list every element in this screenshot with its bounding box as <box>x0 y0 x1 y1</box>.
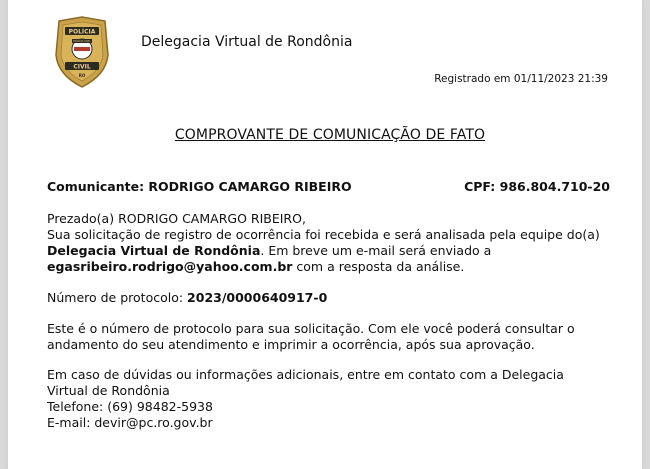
contact-intro: Em caso de dúvidas ou informações adicionais, entre em contato com a Delegacia Virtual de Rondônia <box>47 367 564 398</box>
greeting-text: Prezado(a) RODRIGO CAMARGO RIBEIRO, <box>47 211 306 226</box>
document-page <box>8 0 642 469</box>
message-text-a: Sua solicitação de registro de ocorrência foi recebida e será analisada pela equipe do(a) <box>47 227 600 242</box>
message-text-c: com a resposta da análise. <box>292 259 465 274</box>
agency-name-bold: Delegacia Virtual de Rondônia <box>47 243 261 258</box>
registration-timestamp: Registrado em 01/11/2023 21:39 <box>434 73 608 85</box>
svg-text:POLÍCIA CIVIL: POLÍCIA CIVIL <box>73 40 91 44</box>
confirmation-message <box>47 211 607 275</box>
message-text-b: . Em breve um e-mail será enviado a <box>260 243 492 258</box>
svg-text:POLÍCIA: POLÍCIA <box>68 28 96 36</box>
sender-row <box>47 179 610 194</box>
protocol-line <box>47 290 607 306</box>
cpf-label: CPF: 986.804.710-20 <box>464 179 610 194</box>
police-badge-logo <box>53 15 111 89</box>
comunicante-label: Comunicante: RODRIGO CAMARGO RIBEIRO <box>47 179 352 194</box>
document-title: COMPROVANTE DE COMUNICAÇÃO DE FATO <box>174 127 486 143</box>
protocol-label: Número de protocolo: <box>47 290 188 305</box>
svg-text:CIVIL: CIVIL <box>73 63 91 71</box>
organization-name: Delegacia Virtual de Rondônia <box>141 34 353 50</box>
notification-email: egasribeiro.rodrigo@yahoo.com.br <box>47 259 293 274</box>
protocol-number: 2023/0000640917-0 <box>187 290 328 305</box>
contact-block <box>47 367 607 431</box>
svg-text:RO: RO <box>78 73 86 78</box>
contact-email: E-mail: devir@pc.ro.gov.br <box>47 415 213 430</box>
contact-phone: Telefone: (69) 98482-5938 <box>47 399 213 414</box>
protocol-info: Este é o número de protocolo para sua solicitação. Com ele você poderá consultar o andamento do seu atendimento e imprimir a ocorrência, após sua aprovação. <box>47 321 575 352</box>
